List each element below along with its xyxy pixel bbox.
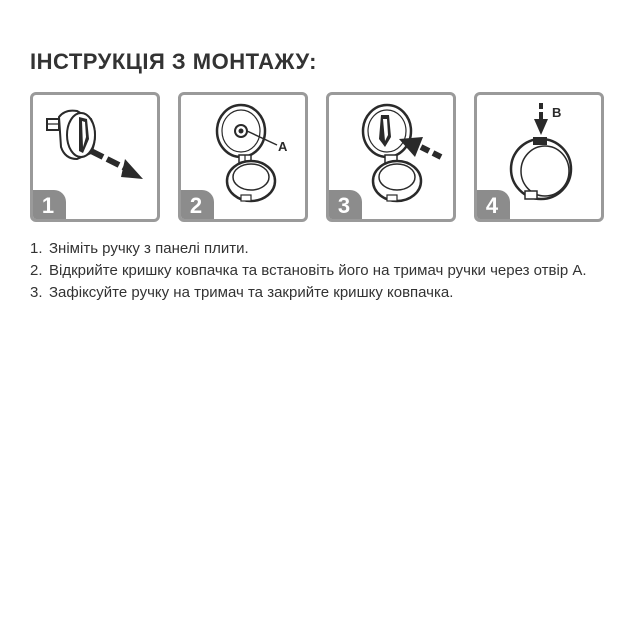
step-number-badge: 4	[474, 190, 510, 222]
instruction-number: 3.	[30, 284, 43, 301]
step-1-panel	[30, 92, 160, 222]
callout-label-b: B	[552, 105, 562, 120]
step-illustrations	[30, 92, 604, 226]
page-title: ІНСТРУКЦІЯ З МОНТАЖУ:	[30, 49, 317, 74]
step-number-badge: 2	[178, 190, 214, 222]
instruction-text: Зафіксуйте ручку на тримач та закрийте кришку ковпачка.	[49, 284, 454, 301]
instruction-item	[30, 282, 600, 304]
step-number-badge: 1	[30, 190, 66, 222]
instruction-text: Зніміть ручку з панелі плити.	[49, 240, 249, 257]
instruction-number: 2.	[30, 262, 43, 279]
step-2-panel	[178, 92, 308, 222]
step-4-panel	[474, 92, 604, 222]
instruction-list	[30, 238, 600, 304]
step-3-panel	[326, 92, 456, 222]
instruction-number: 1.	[30, 240, 43, 257]
instruction-text: Відкрийте кришку ковпачка та встановіть його на тримач ручки через отвір A.	[49, 262, 587, 279]
step-number-badge: 3	[326, 190, 362, 222]
instruction-item	[30, 260, 600, 282]
instruction-item	[30, 238, 600, 260]
callout-label-a: A	[278, 139, 288, 154]
